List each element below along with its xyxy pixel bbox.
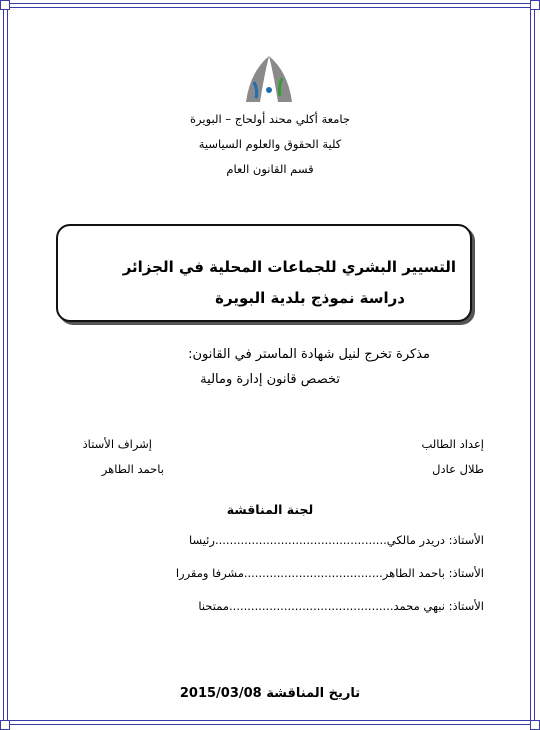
university-name: جامعة أكلي محند أولحاج – البويرة: [190, 112, 350, 126]
defense-date-label: تاريخ المناقشة: [266, 686, 361, 701]
supervisor-name: باحمد الطاهر: [101, 462, 164, 476]
student-label: إعداد الطالب: [421, 437, 484, 451]
faculty-name: كلية الحقوق والعلوم السياسية: [198, 137, 342, 151]
border-corner: [530, 720, 540, 730]
degree-line: مذكرة تخرج لنيل شهادة الماستر في القانون:: [188, 347, 430, 362]
border-corner: [0, 0, 10, 10]
logo-dot: [266, 87, 272, 93]
department-name: قسم القانون العام: [226, 162, 314, 176]
committee-member: الأستاذ: نبهي محمد.............................................ممتحنا: [198, 599, 484, 613]
border-corner: [530, 0, 540, 10]
defense-date: [0, 686, 540, 701]
committee-member: الأستاذ: دريدر مالكي...............................................رئيسا: [188, 533, 484, 547]
supervisor-label: إشراف الأستاذ: [82, 437, 152, 451]
student-name: طلال عادل: [432, 462, 484, 476]
specialization-line: تخصص قانون إدارة ومالية: [200, 372, 340, 387]
thesis-title: التسيير البشري للجماعات المحلية في الجزائر: [122, 258, 456, 276]
committee-member: الأستاذ: باحمد الطاهر......................................مشرفا ومقررا: [175, 566, 484, 580]
defense-date-value: 2015/03/08: [179, 686, 262, 701]
border-corner: [0, 720, 10, 730]
university-logo: [240, 52, 298, 106]
committee-heading: لجنة المناقشة: [226, 502, 314, 517]
thesis-subtitle: دراسة نموذج بلدية البويرة: [215, 289, 405, 307]
